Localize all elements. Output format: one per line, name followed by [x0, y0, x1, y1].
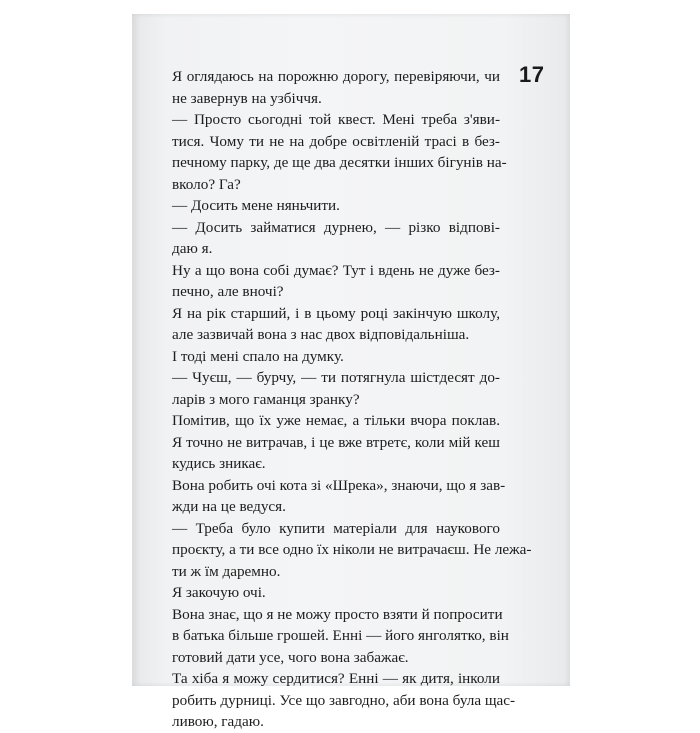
- text-line: готовий дати усе, чого вона забажає.: [172, 648, 409, 666]
- text-line: — Треба було купити матеріали для наукового: [172, 519, 500, 537]
- text-line: Я точно не витрачав, і це вже втретє, коли мій кеш: [172, 433, 500, 451]
- text-line: ларів з мого гаманця зранку?: [172, 390, 360, 408]
- text-line: — Досить займатися дурнею, — різко відпові-: [172, 218, 500, 236]
- text-line: І тоді мені спало на думку.: [172, 347, 344, 365]
- text-line: — Просто сьогодні той квест. Мені треба з'яви-: [172, 111, 500, 128]
- text-line: ливою, гадаю.: [172, 713, 264, 730]
- text-line: даю я.: [172, 240, 213, 257]
- text-line: вколо? Га?: [172, 175, 241, 193]
- body-text: [172, 66, 532, 733]
- text-line: Помітив, що їх уже немає, а тільки вчора поклав.: [172, 412, 500, 429]
- text-line: тися. Чому ти не на добре освітленій трасі в без-: [172, 132, 500, 150]
- text-line: — Чуєш, — бурчу, — ти потягнула шістдесят до-: [172, 369, 500, 386]
- text-line: Я на рік старший, і в цьому році закінчую школу,: [172, 304, 500, 322]
- text-line: Та хіба я можу сердитися? Енні — як дитя, інколи: [172, 670, 500, 687]
- page-number: 17: [519, 62, 545, 87]
- text-line: Я закочую очі.: [172, 584, 266, 601]
- text-line: робить дурниці. Усе що завгодно, аби вона була щас-: [172, 691, 516, 709]
- text-line: проєкту, а ти все одно їх ніколи не витрачаєш. Не лежа-: [172, 541, 532, 558]
- text-line: Вона знає, що я не можу просто взяти й попросити: [172, 605, 503, 623]
- text-line: не завернув на узбіччя.: [172, 89, 322, 107]
- text-line: Я оглядаюсь на порожню дорогу, перевіряючи, чи: [172, 68, 500, 85]
- text-line: в батька більше грошей. Енні — його янголятко, він: [172, 627, 509, 644]
- text-line: кудись зникає.: [172, 455, 266, 472]
- text-line: але зазвичай вона з нас двох відповідальніша.: [172, 326, 470, 343]
- text-line: Ну а що вона собі думає? Тут і вдень не дуже без-: [172, 261, 500, 279]
- text-line: печно, але вночі?: [172, 283, 284, 300]
- text-line: Вона робить очі кота зі «Шрека», знаючи, що я зав-: [172, 476, 506, 494]
- text-line: печному парку, де ще два десятки інших бігунів на-: [172, 154, 507, 171]
- text-line: — Досить мене няньчити.: [172, 197, 340, 214]
- text-line: жди на це ведуся.: [172, 498, 286, 515]
- text-line: ти ж їм даремно.: [172, 562, 281, 580]
